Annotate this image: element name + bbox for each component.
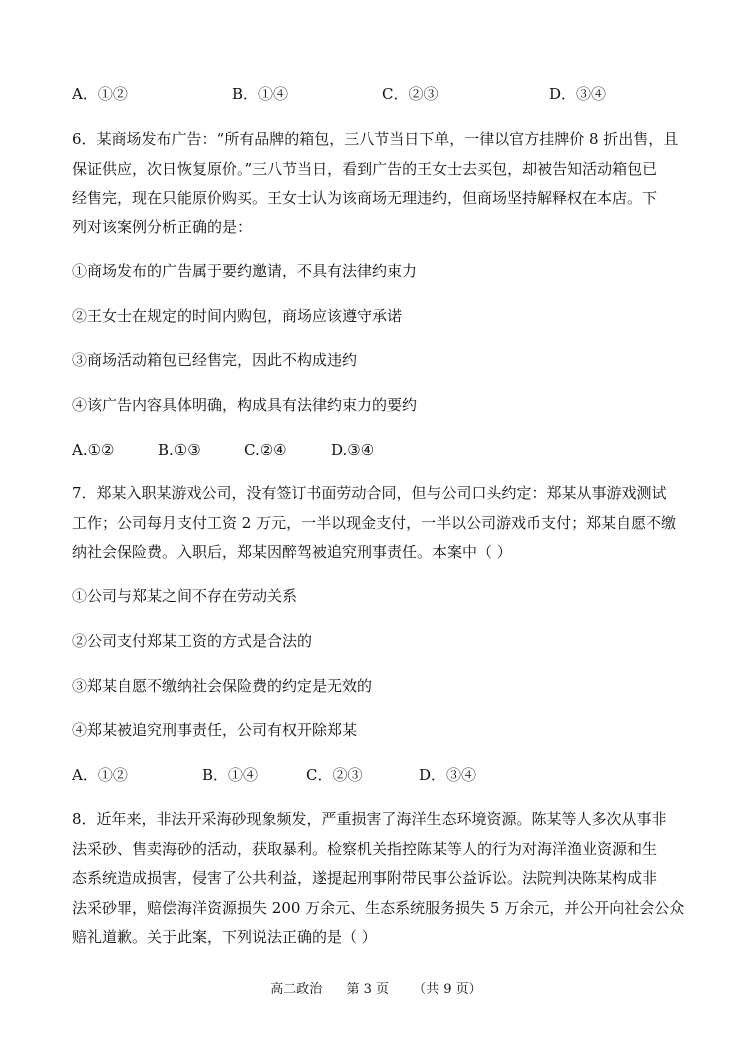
q7-statement-3: ③郑某自愿不缴纳社会保险费的约定是无效的 xyxy=(72,677,373,695)
q6-statement-2: ②王女士在规定的时间内购包，商场应该遵守承诺 xyxy=(72,307,403,325)
q6-stem-line-1: 6．某商场发布广告：“所有品牌的箱包，三八节当日下单，一律以官方挂牌价 8 折出售，且 xyxy=(72,130,679,148)
q5-option-a: A．①② xyxy=(72,85,128,103)
q5-option-c: C．②③ xyxy=(382,85,439,103)
q7-option-a: A．①② xyxy=(72,766,128,784)
q7-stem-line-3: 纳社会保险费。入职后，郑某因醉驾被追究刑事责任。本案中（ ） xyxy=(72,543,512,561)
q6-statement-3: ③商场活动箱包已经售完，因此不构成违约 xyxy=(72,351,358,369)
q7-option-b: B．①④ xyxy=(202,766,259,784)
q7-stem-line-2: 工作；公司每月支付工资 2 万元，一半以现金支付，一半以公司游戏币支付；郑某自愿不缴 xyxy=(72,514,677,532)
q7-option-c: C．②③ xyxy=(306,766,363,784)
q7-statement-2: ②公司支付郑某工资的方式是合法的 xyxy=(72,632,313,650)
q8-stem-line-3: 态系统造成损害，侵害了公共利益，遂提起刑事附带民事公益诉讼。法院判决陈某构成非 xyxy=(72,869,658,887)
q6-option-a: A.①② xyxy=(72,441,115,459)
q8-stem-line-2: 法采砂、售卖海砂的活动，获取暴利。检察机关指控陈某等人的行为对海洋渔业资源和生 xyxy=(72,840,658,858)
q6-option-c: C.②④ xyxy=(244,441,287,459)
q5-option-b: B．①④ xyxy=(232,85,289,103)
q8-stem-line-4: 法采砂罪，赔偿海洋资源损失 200 万余元、生态系统服务损失 5 万余元，并公开向社会公众 xyxy=(72,899,685,917)
q6-stem-line-4: 列对该案例分析正确的是： xyxy=(72,218,253,236)
q7-stem-line-1: 7．郑某入职某游戏公司，没有签订书面劳动合同，但与公司口头约定：郑某从事游戏测试 xyxy=(72,484,667,502)
q6-statement-4: ④该广告内容具体明确，构成具有法律约束力的要约 xyxy=(72,396,418,414)
q7-option-d: D．③④ xyxy=(419,766,477,784)
q7-statement-1: ①公司与郑某之间不存在劳动关系 xyxy=(72,587,298,605)
page-footer xyxy=(0,982,752,998)
q6-stem-line-2: 保证供应，次日恢复原价。”三八节当日，看到广告的王女士去买包，却被告知活动箱包已 xyxy=(72,160,658,178)
footer-subject: 高二政治 xyxy=(270,982,323,997)
footer-page-number: 第 3 页 xyxy=(346,982,389,997)
q6-statement-1: ①商场发布的广告属于要约邀请，不具有法律约束力 xyxy=(72,262,418,280)
footer-total-pages: （共 9 页） xyxy=(413,982,482,997)
q8-stem-line-5: 赔礼道歉。关于此案，下列说法正确的是（ ） xyxy=(72,928,377,946)
q7-statement-4: ④郑某被追究刑事责任，公司有权开除郑某 xyxy=(72,721,358,739)
q6-option-b: B.①③ xyxy=(158,441,201,459)
q5-option-d: D．③④ xyxy=(549,85,607,103)
q6-option-d: D.③④ xyxy=(331,441,375,459)
q6-stem-line-3: 经售完，现在只能原价购买。王女士认为该商场无理违约，但商场坚持解释权在本店。下 xyxy=(72,189,658,207)
q8-stem-line-1: 8．近年来，非法开采海砂现象频发，严重损害了海洋生态环境资源。陈某等人多次从事非 xyxy=(72,810,667,828)
